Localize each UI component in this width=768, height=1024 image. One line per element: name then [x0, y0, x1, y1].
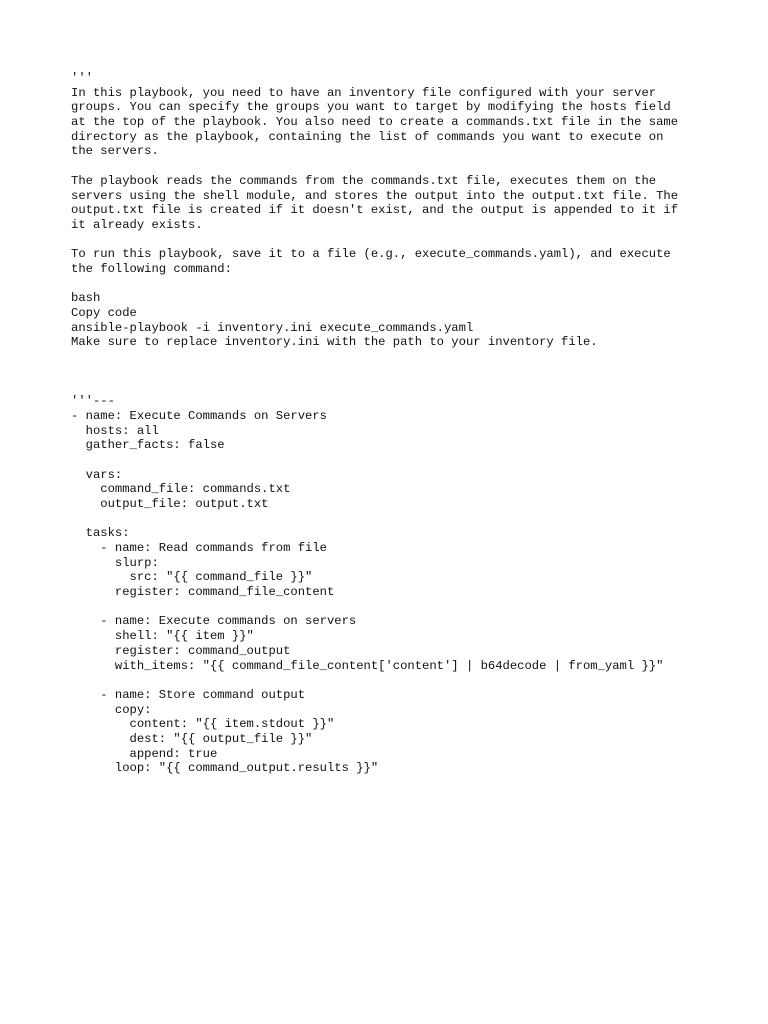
- document-line: the servers.: [71, 144, 159, 159]
- document-line: '''---: [71, 394, 115, 409]
- document-text: [71, 71, 731, 776]
- document-line: directory as the playbook, containing the list of commands you want to execute on: [71, 129, 664, 144]
- document-line: - name: Read commands from file: [71, 541, 327, 555]
- document-line: The playbook reads the commands from the commands.txt file, executes them on the: [71, 173, 657, 188]
- document-line: [71, 600, 731, 615]
- document-line: - name: Execute commands on servers: [71, 614, 357, 629]
- document-line: hosts: all: [71, 423, 159, 438]
- document-line: copy:: [71, 702, 152, 717]
- document-line: vars:: [71, 467, 123, 482]
- document-line: [71, 159, 731, 174]
- document-line: [71, 277, 731, 292]
- document-line: at the top of the playbook. You also need to create a commands.txt file in the same: [71, 115, 679, 130]
- document-line: it already exists.: [71, 217, 203, 232]
- document-line: ansible-playbook -i inventory.ini execute_commands.yaml: [71, 320, 474, 335]
- document-line: servers using the shell module, and stores the output into the output.txt file. The: [71, 188, 679, 203]
- document-line: src: "{{ command_file }}": [71, 570, 313, 585]
- document-line: slurp:: [71, 555, 159, 570]
- document-line: [71, 673, 731, 688]
- document-line: bash: [71, 291, 101, 306]
- document-line: In this playbook, you need to have an inventory file configured with your server: [71, 85, 657, 100]
- document-line: append: true: [71, 746, 218, 761]
- document-line: [71, 512, 731, 527]
- document-line: Copy code: [71, 306, 137, 320]
- document-line: register: command_file_content: [71, 585, 335, 600]
- document-line: - name: Execute Commands on Servers: [71, 408, 327, 423]
- document-line: [71, 365, 731, 380]
- document-line: [71, 350, 731, 365]
- document-line: ''': [71, 71, 93, 85]
- document-line: [71, 453, 731, 468]
- document-line: output.txt file is created if it doesn't exist, and the output is appended to it if: [71, 203, 679, 218]
- document-line: tasks:: [71, 526, 130, 541]
- document-line: loop: "{{ command_output.results }}": [71, 761, 379, 776]
- document-line: the following command:: [71, 261, 232, 276]
- document-line: gather_facts: false: [71, 438, 225, 453]
- document-line: output_file: output.txt: [71, 496, 269, 511]
- document-line: register: command_output: [71, 643, 291, 658]
- document-line: shell: "{{ item }}": [71, 629, 254, 644]
- document-line: To run this playbook, save it to a file (e.g., execute_commands.yaml), and execute: [71, 247, 671, 262]
- document-line: groups. You can specify the groups you want to target by modifying the hosts field: [71, 100, 671, 115]
- document-line: [71, 379, 731, 394]
- document-line: dest: "{{ output_file }}": [71, 731, 313, 746]
- document-line: - name: Store command output: [71, 687, 306, 702]
- document-line: command_file: commands.txt: [71, 482, 291, 497]
- document-line: [71, 233, 731, 248]
- document-line: with_items: "{{ command_file_content['content'] | b64decode | from_yaml }}": [71, 658, 664, 673]
- document-line: content: "{{ item.stdout }}": [71, 717, 335, 732]
- document-line: Make sure to replace inventory.ini with the path to your inventory file.: [71, 335, 598, 350]
